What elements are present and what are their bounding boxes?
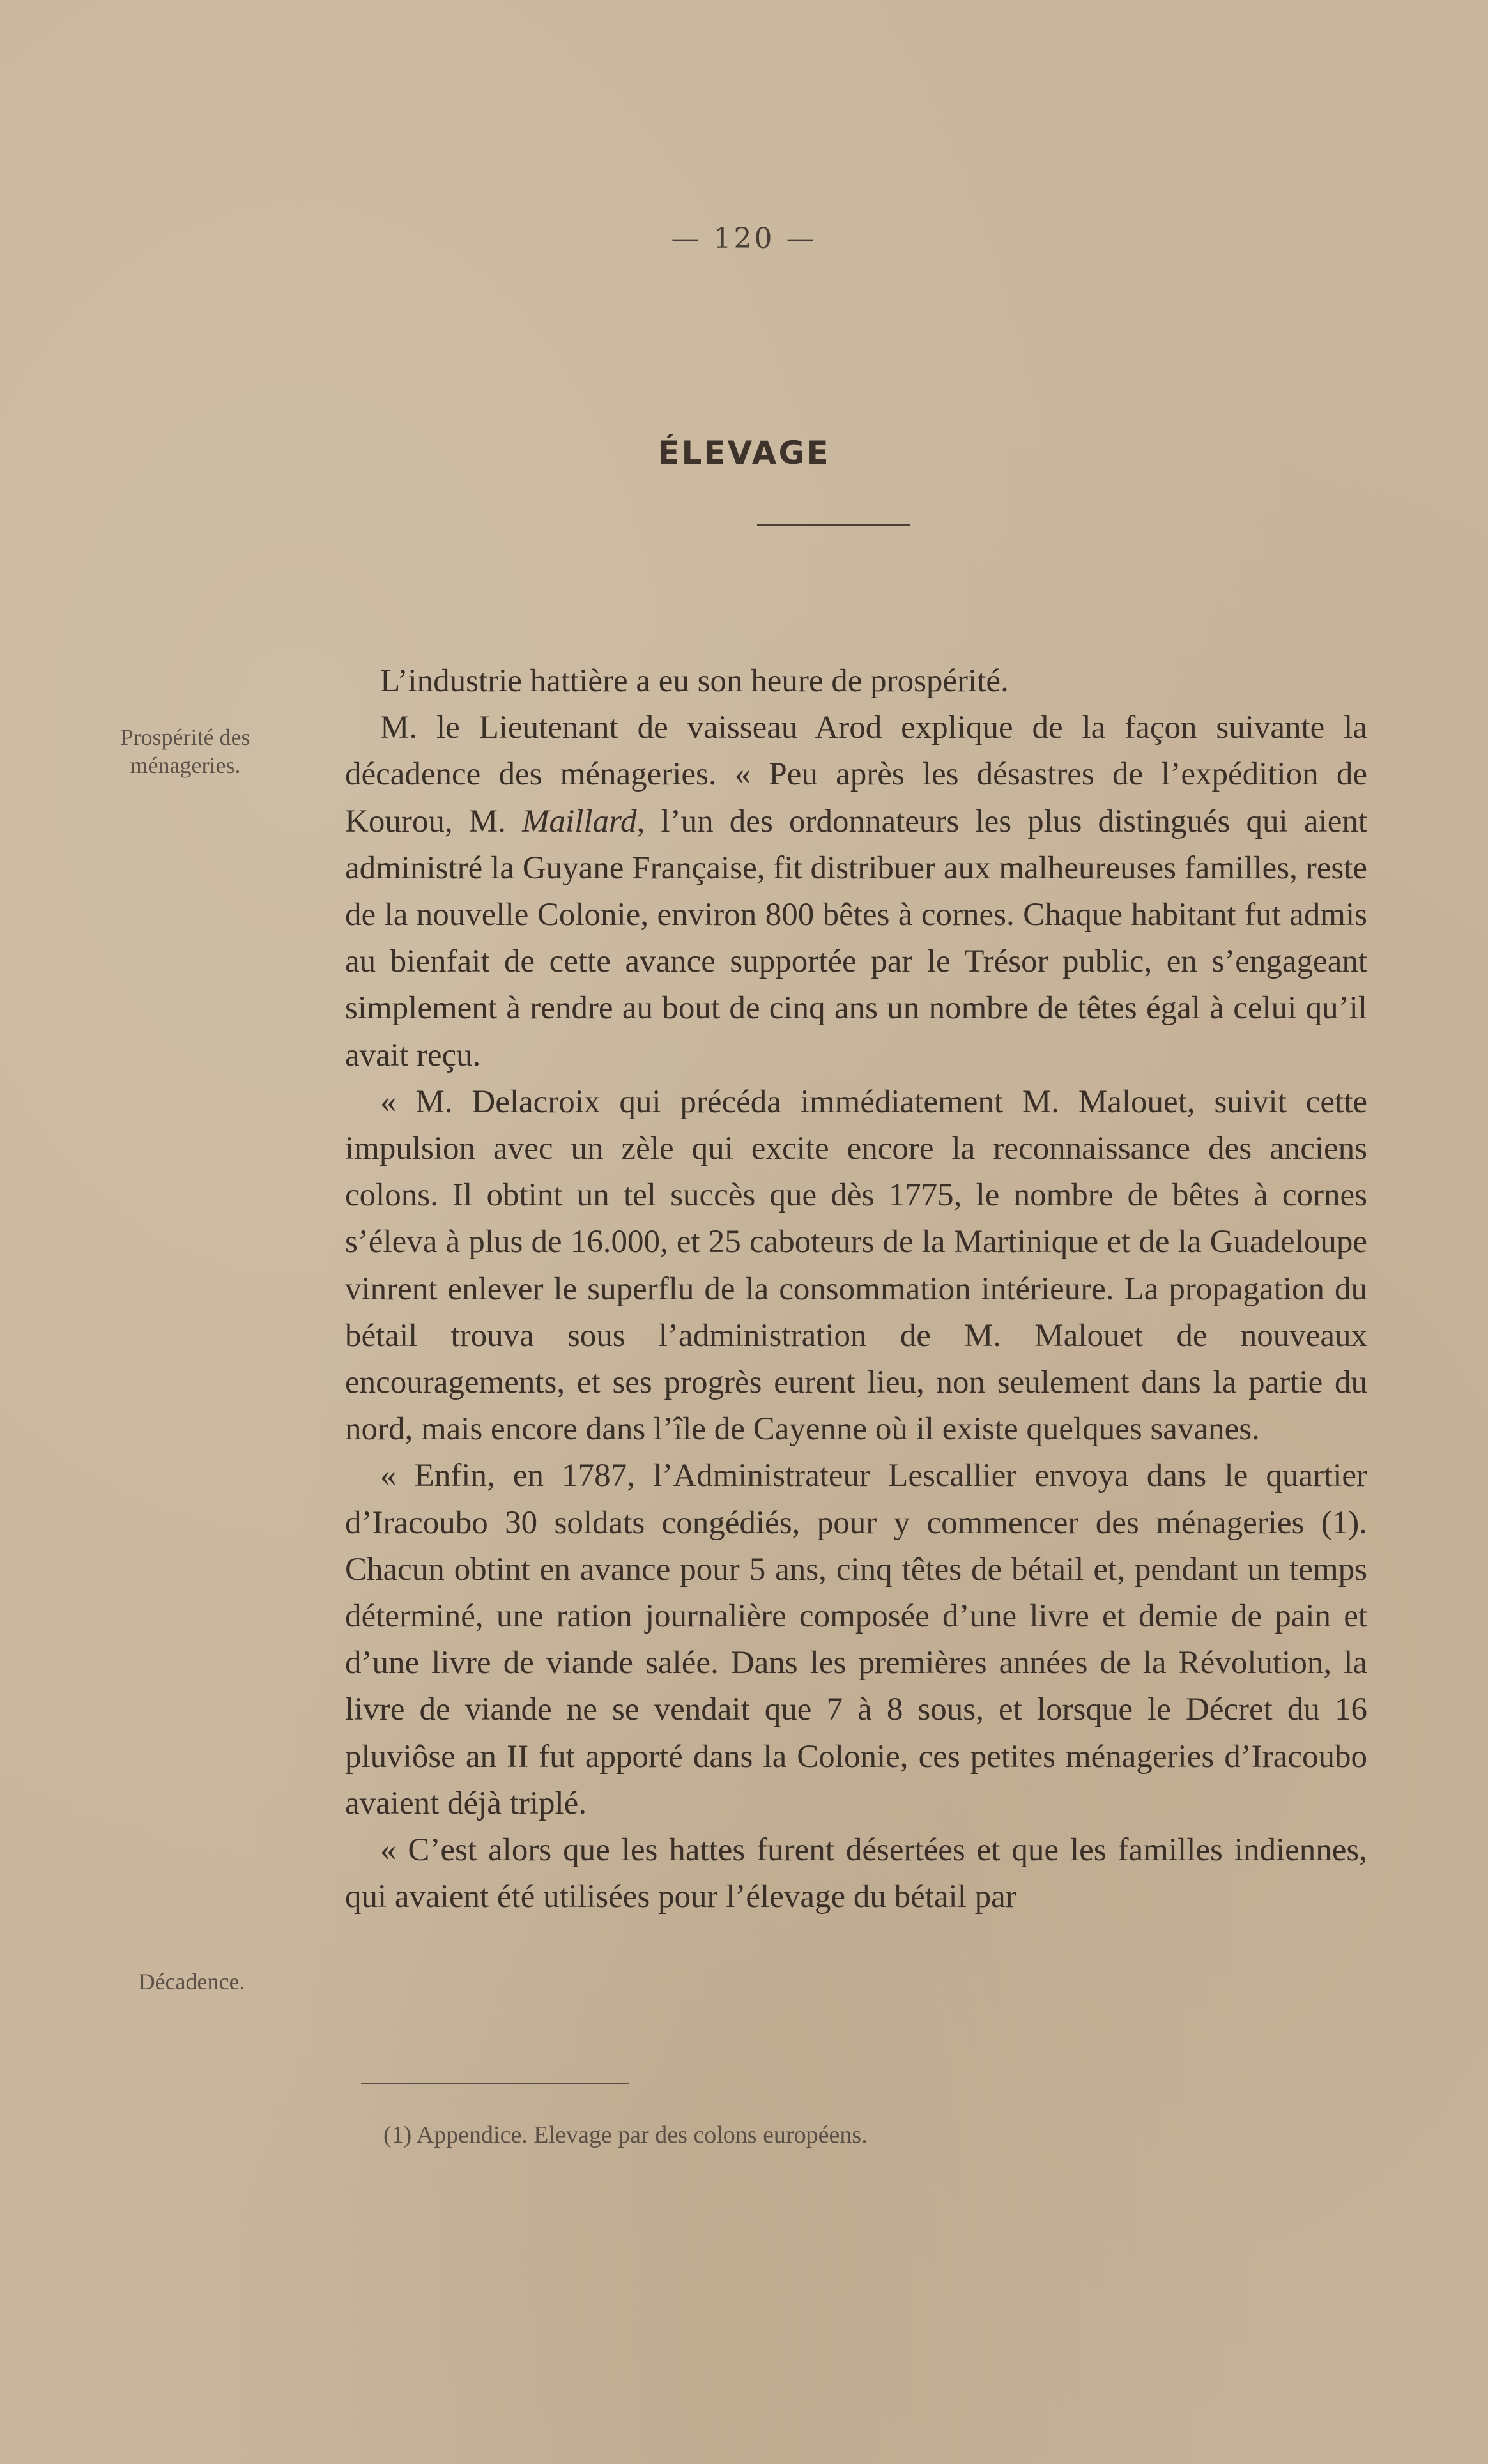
margin-note-line: Prospérité des (120, 724, 250, 750)
paragraph: L’industrie hattière a eu son heure de prospérité. (380, 663, 1009, 699)
paragraph (345, 705, 1367, 1079)
page-title: ÉLEVAGE (657, 434, 831, 471)
page-number: — 120 — (671, 222, 817, 255)
margin-note-prosperity (80, 723, 291, 779)
paragraph: « Enfin, en 1787, l’Administrateur Lescallier envoya dans le quartier d’Iracoubo 30 soldats congédiés, pour y commencer des ménageries (1). Chacun obtint en avance pour 5 ans, cinq têtes de bétail et, pendant un temps déterminé, une ration journalière composée d’une livre et demie de pain et d’une livre de viande salée. Dans les premières années de la Révolution, la livre de viande ne se vendait que 7 à 8 sous, et lorsque le Décret du 16 pluviôse an II fut apporté dans la Colonie, ces petites ménageries d’Iracoubo avaient déjà triplé. (345, 1458, 1367, 1821)
paragraph: « C’est alors que les hattes furent désertées et que les familles indiennes, qui avaient été utilisées pour l’élevage du bétail par (345, 1832, 1367, 1915)
footnote-divider (361, 2083, 629, 2084)
margin-note-decadence: Décadence. (138, 1969, 245, 1994)
body-text (345, 658, 1367, 1920)
title-divider (757, 524, 910, 526)
paragraph: « M. Delacroix qui précéda immédiatement M. Malouet, suivit cette impulsion avec un zèle qui excite encore la reconnaissance des anciens colons. Il obtint un tel succès que dès 1775, le nombre de bêtes à cornes s’éleva à plus de 16.000, et 25 caboteurs de la Martinique et de la Guadeloupe vinrent enlever le superflu de la consommation intérieure. La propagation du bétail trouva sous l’administration de M. Malouet de nouveaux encouragements, et ses progrès eurent lieu, non seulement dans la partie du nord, mais encore dans l’île de Cayenne où il existe quelques savanes. (345, 1083, 1367, 1448)
paragraph-text: M. le Lieutenant de vaisseau Arod explique de la façon suivante la décadence des ménageries. « Peu après les désastres de l’expédition de Kourou, M. (345, 710, 1367, 839)
margin-note-line: ménageries. (130, 753, 241, 778)
person-name: Maillard (522, 803, 637, 839)
footnote: (1) Appendice. Elevage par des colons européens. (383, 2122, 868, 2148)
paragraph-text: , l’un des ordonnateurs les plus distingués qui aient administré la Guyane Française, fit distribuer aux malheureuses familles, reste de la nouvelle Colonie, environ 800 bêtes à cornes. Chaque habitant fut admis au bienfait de cette avance supportée par le Trésor public, en s’engageant simplement à rendre au bout de cinq ans un nombre de têtes égal à celui qu’il avait reçu. (345, 803, 1367, 1073)
